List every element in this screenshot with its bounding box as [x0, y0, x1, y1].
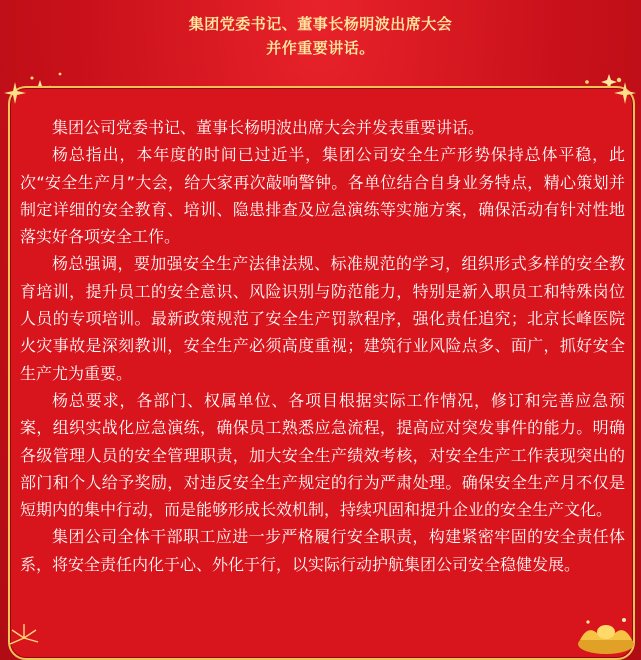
article-body [20, 114, 625, 578]
paragraph-5: 集团公司全体干部职工应进一步严格履行安全职责，构建紧密牢固的安全责任体系，将安全责任内化于心、外化于行，以实际行动护航集团公司安全稳健发展。 [20, 527, 625, 574]
headline [0, 12, 641, 60]
gold-ingot-icon [574, 606, 638, 658]
headline-line-2: 并作重要讲话。 [266, 39, 375, 57]
paragraph-2: 杨总指出，本年度的时间已过近半，集团公司安全生产形势保持总体平稳，此次“安全生产月”大会，给大家再次敲响警钟。各单位结合自身业务特点，精心策划并制定详细的安全教育、培训、隐患排查及应急演练等实施方案，确保活动有针对性地落实好各项安全工作。 [20, 145, 625, 247]
firework-icon [4, 618, 44, 658]
paragraph-1: 集团公司党委书记、董事长杨明波出席大会并发表重要讲话。 [52, 118, 485, 137]
paragraph-4: 杨总要求，各部门、权属单位、各项目根据实际工作情况，修订和完善应急预案，组织实战化应急演练，确保员工熟悉应急流程，提高应对突发事件的能力。明确各级管理人员的安全管理职责，加大安全生产绩效考核，对安全生产工作表现突出的部门和个人给予奖励，对违反安全生产规定的行为严肃处理。确保安全生产月不仅是短期内的集中行动，而是能够形成长效机制，持续巩固和提升企业的安全生产文化。 [20, 390, 625, 520]
headline-line-1: 集团党委书记、董事长杨明波出席大会 [188, 15, 453, 33]
sparkle-icon [2, 80, 28, 106]
sparkle-icon [612, 80, 638, 106]
paragraph-3: 杨总强调，要加强安全生产法律法规、标准规范的学习，组织形式多样的安全教育培训，提升员工的安全意识、风险识别与防范能力，特别是新入职员工和特殊岗位人员的专项培训。最新政策规范了安全生产罚款程序，强化责任追究；北京长峰医院火灾事故是深刻教训，安全生产必须高度重视；建筑行业风险点多、面广，抓好安全生产尤为重要。 [20, 254, 625, 383]
